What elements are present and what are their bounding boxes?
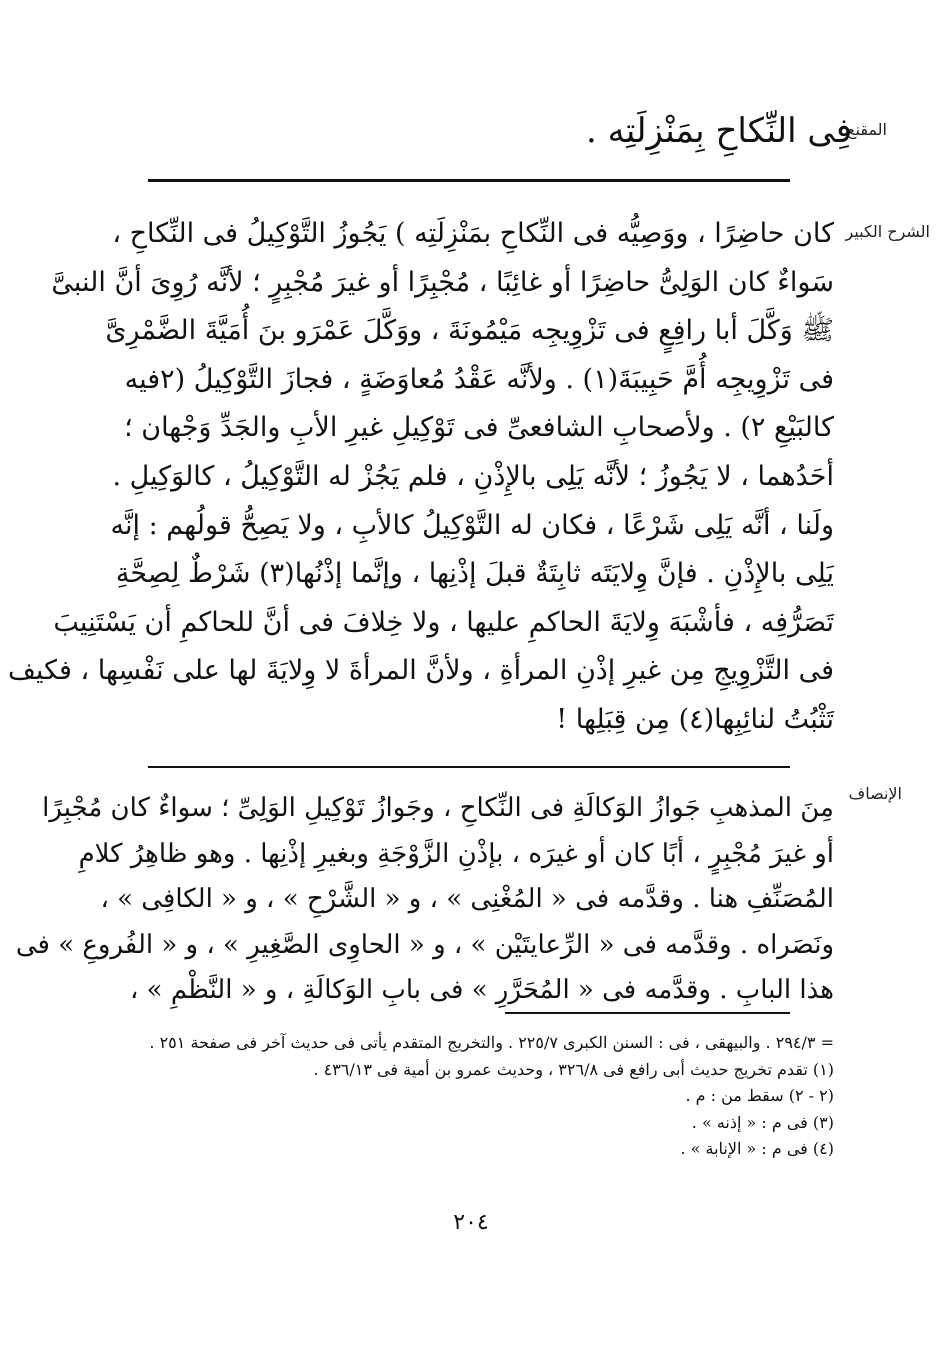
sharh-line: سَواءٌ كان الوَلِىُّ حاضِرًا أو غائِبًا ، مُجْبِرًا أو غيرَ مُجْبِرٍ ؛ لأنَّه رُوِىَ أنَّ النبىَّ: [51, 266, 834, 298]
footnote: = ٢٩٤/٣ . والبيهقى ، فى : السنن الكبرى ٢٢٥/٧ . والتخريج المتقدم يأتى فى حديث آخر فى صفحة ٢٥١ .: [149, 1033, 834, 1052]
sharh-line: ولَنا ، أنَّه يَلِى شَرْعًا ، فكان له التَّوْكِيلُ كالأبِ ، ولا يَصِحُّ قولُهم : إنَّه: [110, 509, 834, 541]
insaf-line: هذا البابِ . وقدَّمه فى « المُحَرَّرِ » فى بابِ الوَكالَةِ ، و « النَّظْمِ » ،: [130, 975, 834, 1005]
insaf-line: ونَصَراه . وقدَّمه فى « الرِّعايتَيْن » ، و « الحاوِى الصَّغِيرِ » ، و « الفُروعِ » فى: [15, 929, 834, 960]
footnote: (٣) فى م : « إذنه » .: [691, 1112, 834, 1132]
footnote: (١) تقدم تخريج حديث أبى رافع فى ٣٢٦/٨ ، وحديث عمرو بن أمية فى ٤٣٦/١٣ .: [313, 1059, 834, 1079]
sharh-line: ﷺ وَكَّلَ أبا رافِعٍ فى تَزْوِيجِه مَيْمُونَةَ ، ووَكَّلَ عَمْرَو بنَ أُمَيَّةَ الضَّمْرِىَّ: [105, 315, 834, 347]
page-number: ٢٠٤: [453, 1210, 489, 1235]
insaf-label: الإنصاف: [848, 784, 902, 803]
sharh-text: [7, 210, 834, 745]
insaf-line: أو غيرَ مُجْبِرٍ ، أبًا كان أو غيرَه ، بإذْنِ الزَّوْجَةِ وبغيرِ إذْنِها . وهو ظاهِرُ كلامِ: [78, 838, 834, 869]
footnote: (٤) فى م : « الإنابة » .: [680, 1139, 834, 1158]
sharh-line: كان حاضِرًا ، ووَصِيُّه فى النِّكاحِ بمَنْزِلَتِه ) يَجُوزُ التَّوْكِيلُ فى النِّكاحِ ،: [112, 218, 834, 249]
insaf-line: المُصَنِّفِ هنا . وقدَّمه فى « المُغْنِى » ، و « الشَّرْحِ » ، و « الكافِى » ،: [100, 884, 834, 914]
footnote-divider: [505, 1012, 790, 1014]
footnotes: [144, 1030, 834, 1163]
section-divider: [148, 766, 790, 768]
sharh-line: تَثْبُتُ لنائِبِها(٤) مِن قِبَلِها !: [556, 703, 834, 735]
insaf-line: مِنَ المذهبِ جَوازُ الوَكالَةِ فى النِّكاحِ ، وجَوازُ تَوْكِيلِ الوَلِىِّ ؛ سواءٌ كان مُجْبِرًا: [42, 793, 834, 823]
sharh-line: فى التَّزْوِيجِ مِن غيرِ إذْنِ المرأةِ ، ولأنَّ المرأةَ لا وِلايَةَ لها على نَفْسِها ، فكيف: [7, 655, 834, 687]
sharh-line: أحَدُهما ، لا يَجُوزُ ؛ لأنَّه يَلِى بالإِذْنِ ، فلم يَجُزْ له التَّوْكِيلُ ، كالوَكِيلِ .: [112, 460, 834, 492]
muqni-label: المقنع: [846, 120, 887, 139]
footnote: (٢ - ٢) سقط من : م .: [685, 1086, 834, 1105]
sharh-line: تَصَرُّفِه ، فأشْبَهَ وِلايَةَ الحاكمِ عليها ، ولا خِلافَ فى أنَّ للحاكمِ أن يَسْتَنِيبَ: [53, 606, 834, 638]
sharh-line: فى تَزْوِيجِه أُمَّ حَبِيبَةَ(١) . ولأنَّه عَقْدُ مُعاوَضَةٍ ، فجازَ التَّوْكِيلُ (٢فيه: [124, 363, 834, 395]
sharh-line: كالبَيْعِ ٢) . ولأصحابِ الشافعىِّ فى تَوْكِيلِ غيرِ الأبِ والجَدِّ وَجْهان ؛: [124, 412, 834, 444]
sharh-label: الشرح الكبير: [845, 222, 930, 241]
sharh-line: يَلِى بالإِذْنِ . فإنَّ وِلايَتَه ثابِتَةٌ قبلَ إذْنِها ، وإنَّما إذْنُها(٣) شَرْطٌ لِصِحَّةِ: [115, 558, 834, 590]
header-divider: [148, 179, 790, 182]
insaf-text: [15, 786, 834, 1014]
muqni-text: فِى النِّكاحِ بِمَنْزِلَتِه .: [586, 111, 852, 151]
